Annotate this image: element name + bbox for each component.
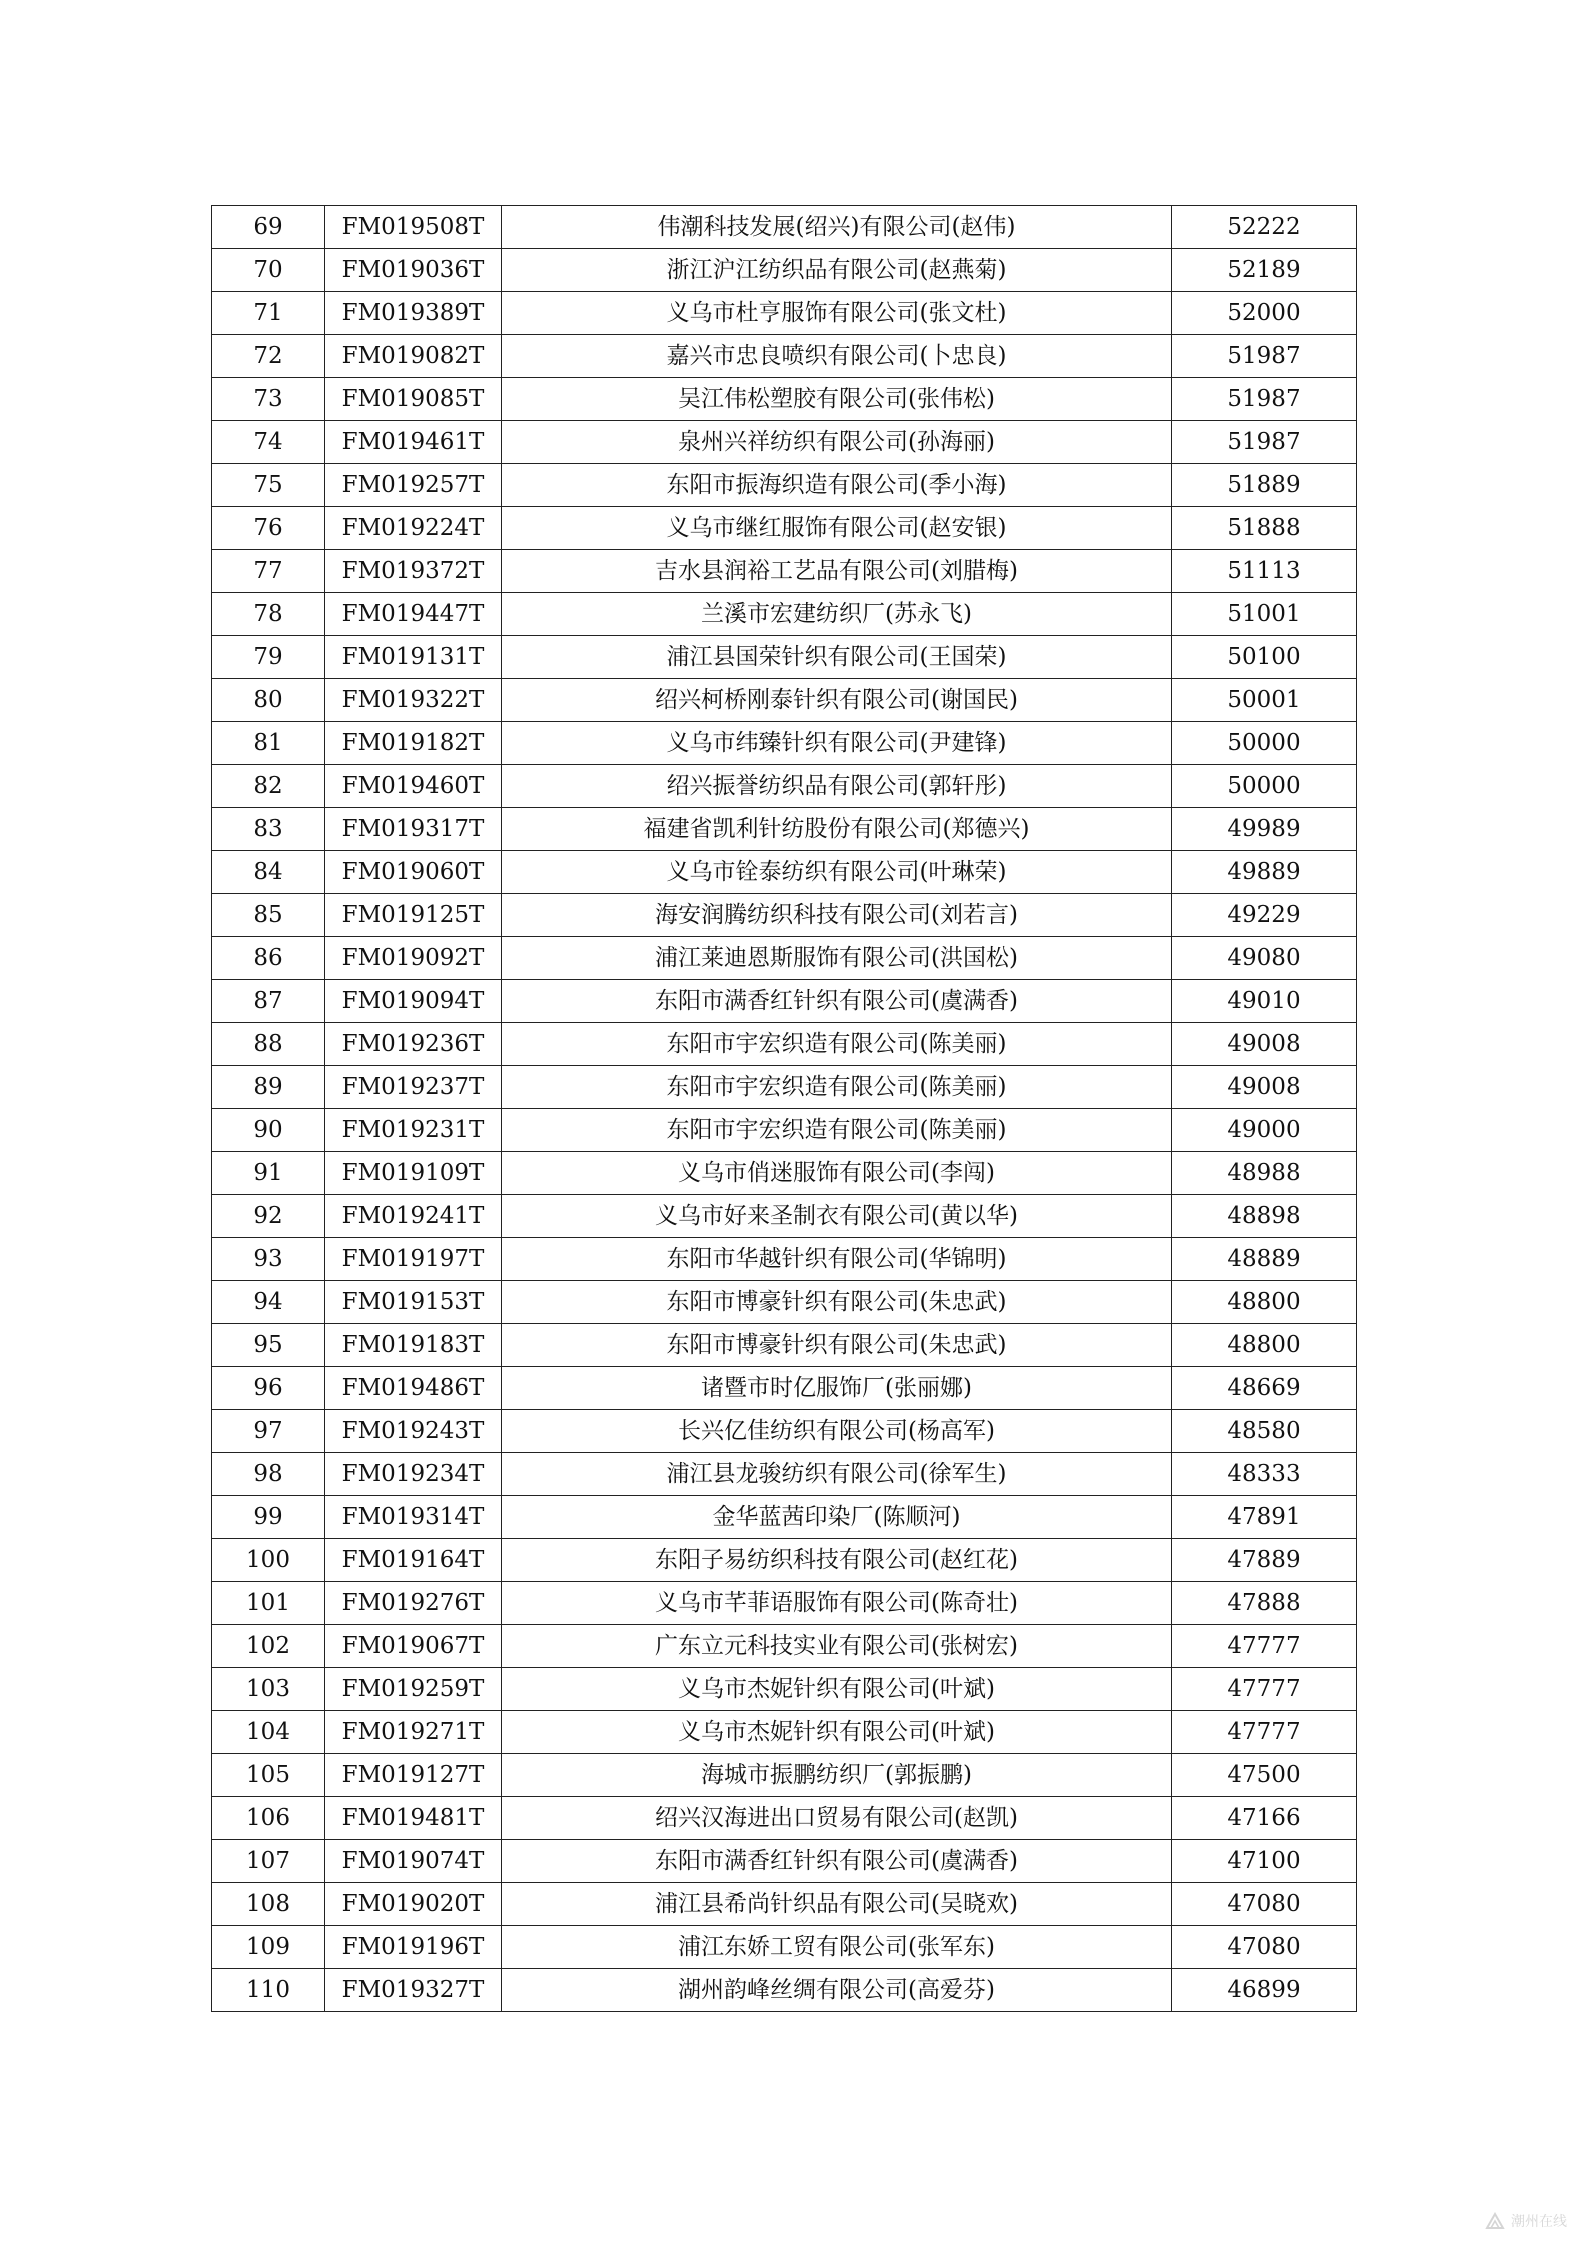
company-cell: 浙江沪江纺织品有限公司(赵燕菊) <box>502 249 1172 292</box>
company-cell: 义乌市继红服饰有限公司(赵安银) <box>502 507 1172 550</box>
code-cell: FM019067T <box>325 1625 502 1668</box>
table-row <box>212 206 1357 249</box>
rank-cell: 71 <box>212 292 325 335</box>
amount-cell: 48580 <box>1172 1410 1357 1453</box>
table-row <box>212 1195 1357 1238</box>
company-cell: 绍兴振誉纺织品有限公司(郭轩彤) <box>502 765 1172 808</box>
rank-cell: 106 <box>212 1797 325 1840</box>
amount-cell: 49989 <box>1172 808 1357 851</box>
table-row <box>212 1539 1357 1582</box>
amount-cell: 49229 <box>1172 894 1357 937</box>
company-cell: 吉水县润裕工艺品有限公司(刘腊梅) <box>502 550 1172 593</box>
company-cell: 东阳市满香红针织有限公司(虞满香) <box>502 980 1172 1023</box>
code-cell: FM019317T <box>325 808 502 851</box>
code-cell: FM019236T <box>325 1023 502 1066</box>
amount-cell: 50000 <box>1172 765 1357 808</box>
company-cell: 东阳市振海织造有限公司(季小海) <box>502 464 1172 507</box>
table-row <box>212 1496 1357 1539</box>
table-row <box>212 808 1357 851</box>
code-cell: FM019314T <box>325 1496 502 1539</box>
company-cell: 义乌市纬臻针织有限公司(尹建锋) <box>502 722 1172 765</box>
rank-cell: 82 <box>212 765 325 808</box>
amount-cell: 47080 <box>1172 1883 1357 1926</box>
rank-cell: 90 <box>212 1109 325 1152</box>
code-cell: FM019271T <box>325 1711 502 1754</box>
rank-cell: 73 <box>212 378 325 421</box>
amount-cell: 51001 <box>1172 593 1357 636</box>
table-row <box>212 378 1357 421</box>
rank-cell: 97 <box>212 1410 325 1453</box>
company-cell: 义乌市杜亨服饰有限公司(张文杜) <box>502 292 1172 335</box>
amount-cell: 52189 <box>1172 249 1357 292</box>
table-row <box>212 593 1357 636</box>
amount-cell: 47166 <box>1172 1797 1357 1840</box>
table-row <box>212 1754 1357 1797</box>
code-cell: FM019389T <box>325 292 502 335</box>
amount-cell: 47100 <box>1172 1840 1357 1883</box>
amount-cell: 49010 <box>1172 980 1357 1023</box>
amount-cell: 50001 <box>1172 679 1357 722</box>
rank-cell: 81 <box>212 722 325 765</box>
rank-cell: 76 <box>212 507 325 550</box>
table-row <box>212 1668 1357 1711</box>
company-cell: 浦江莱迪恩斯服饰有限公司(洪国松) <box>502 937 1172 980</box>
company-cell: 东阳市宇宏织造有限公司(陈美丽) <box>502 1066 1172 1109</box>
company-cell: 东阳市博豪针织有限公司(朱忠武) <box>502 1281 1172 1324</box>
company-cell: 义乌市杰妮针织有限公司(叶斌) <box>502 1668 1172 1711</box>
company-cell: 广东立元科技实业有限公司(张树宏) <box>502 1625 1172 1668</box>
code-cell: FM019164T <box>325 1539 502 1582</box>
table-row <box>212 1883 1357 1926</box>
table-row <box>212 1281 1357 1324</box>
table-row <box>212 851 1357 894</box>
code-cell: FM019094T <box>325 980 502 1023</box>
code-cell: FM019257T <box>325 464 502 507</box>
company-cell: 东阳子易纺织科技有限公司(赵红花) <box>502 1539 1172 1582</box>
code-cell: FM019131T <box>325 636 502 679</box>
code-cell: FM019237T <box>325 1066 502 1109</box>
rank-cell: 104 <box>212 1711 325 1754</box>
code-cell: FM019082T <box>325 335 502 378</box>
table-row <box>212 1023 1357 1066</box>
amount-cell: 51888 <box>1172 507 1357 550</box>
rank-cell: 79 <box>212 636 325 679</box>
table-row <box>212 1152 1357 1195</box>
rank-cell: 69 <box>212 206 325 249</box>
code-cell: FM019196T <box>325 1926 502 1969</box>
company-cell: 泉州兴祥纺织有限公司(孙海丽) <box>502 421 1172 464</box>
rank-cell: 103 <box>212 1668 325 1711</box>
table-row <box>212 1582 1357 1625</box>
company-cell: 浦江县龙骏纺织有限公司(徐军生) <box>502 1453 1172 1496</box>
table-row <box>212 1840 1357 1883</box>
amount-cell: 48889 <box>1172 1238 1357 1281</box>
table-row <box>212 765 1357 808</box>
table-row <box>212 421 1357 464</box>
amount-cell: 46899 <box>1172 1969 1357 2012</box>
amount-cell: 51987 <box>1172 335 1357 378</box>
table-row <box>212 1367 1357 1410</box>
amount-cell: 50100 <box>1172 636 1357 679</box>
company-cell: 绍兴汉海进出口贸易有限公司(赵凯) <box>502 1797 1172 1840</box>
code-cell: FM019234T <box>325 1453 502 1496</box>
rank-cell: 107 <box>212 1840 325 1883</box>
rank-cell: 88 <box>212 1023 325 1066</box>
code-cell: FM019322T <box>325 679 502 722</box>
company-cell: 吴江伟松塑胶有限公司(张伟松) <box>502 378 1172 421</box>
table-row <box>212 507 1357 550</box>
ranking-table <box>211 205 1357 2012</box>
amount-cell: 47888 <box>1172 1582 1357 1625</box>
company-cell: 金华蓝茜印染厂(陈顺河) <box>502 1496 1172 1539</box>
amount-cell: 47777 <box>1172 1625 1357 1668</box>
code-cell: FM019060T <box>325 851 502 894</box>
amount-cell: 49000 <box>1172 1109 1357 1152</box>
table-row <box>212 249 1357 292</box>
rank-cell: 74 <box>212 421 325 464</box>
code-cell: FM019327T <box>325 1969 502 2012</box>
code-cell: FM019074T <box>325 1840 502 1883</box>
rank-cell: 108 <box>212 1883 325 1926</box>
table-row <box>212 1711 1357 1754</box>
code-cell: FM019183T <box>325 1324 502 1367</box>
rank-cell: 95 <box>212 1324 325 1367</box>
code-cell: FM019153T <box>325 1281 502 1324</box>
amount-cell: 49080 <box>1172 937 1357 980</box>
code-cell: FM019231T <box>325 1109 502 1152</box>
rank-cell: 78 <box>212 593 325 636</box>
amount-cell: 51987 <box>1172 378 1357 421</box>
amount-cell: 51889 <box>1172 464 1357 507</box>
table-row <box>212 335 1357 378</box>
amount-cell: 49889 <box>1172 851 1357 894</box>
company-cell: 义乌市芊菲语服饰有限公司(陈奇壮) <box>502 1582 1172 1625</box>
amount-cell: 50000 <box>1172 722 1357 765</box>
table-row <box>212 679 1357 722</box>
company-cell: 长兴亿佳纺织有限公司(杨高军) <box>502 1410 1172 1453</box>
rank-cell: 89 <box>212 1066 325 1109</box>
company-cell: 海城市振鹏纺织厂(郭振鹏) <box>502 1754 1172 1797</box>
table-row <box>212 1324 1357 1367</box>
company-cell: 义乌市杰妮针织有限公司(叶斌) <box>502 1711 1172 1754</box>
amount-cell: 51113 <box>1172 550 1357 593</box>
amount-cell: 48988 <box>1172 1152 1357 1195</box>
amount-cell: 47891 <box>1172 1496 1357 1539</box>
code-cell: FM019092T <box>325 937 502 980</box>
company-cell: 诸暨市时亿服饰厂(张丽娜) <box>502 1367 1172 1410</box>
code-cell: FM019276T <box>325 1582 502 1625</box>
company-cell: 浦江东娇工贸有限公司(张军东) <box>502 1926 1172 1969</box>
rank-cell: 94 <box>212 1281 325 1324</box>
code-cell: FM019127T <box>325 1754 502 1797</box>
amount-cell: 52000 <box>1172 292 1357 335</box>
rank-cell: 101 <box>212 1582 325 1625</box>
code-cell: FM019109T <box>325 1152 502 1195</box>
company-cell: 东阳市宇宏织造有限公司(陈美丽) <box>502 1109 1172 1152</box>
table-row <box>212 1797 1357 1840</box>
rank-cell: 110 <box>212 1969 325 2012</box>
company-cell: 浦江县国荣针织有限公司(王国荣) <box>502 636 1172 679</box>
rank-cell: 102 <box>212 1625 325 1668</box>
company-cell: 东阳市宇宏织造有限公司(陈美丽) <box>502 1023 1172 1066</box>
rank-cell: 84 <box>212 851 325 894</box>
company-cell: 兰溪市宏建纺织厂(苏永飞) <box>502 593 1172 636</box>
rank-cell: 72 <box>212 335 325 378</box>
table-row <box>212 1453 1357 1496</box>
company-cell: 嘉兴市忠良喷织有限公司(卜忠良) <box>502 335 1172 378</box>
rank-cell: 99 <box>212 1496 325 1539</box>
company-cell: 福建省凯利针纺股份有限公司(郑德兴) <box>502 808 1172 851</box>
table-row <box>212 1926 1357 1969</box>
rank-cell: 75 <box>212 464 325 507</box>
table-row <box>212 636 1357 679</box>
company-cell: 义乌市铨泰纺织有限公司(叶琳荣) <box>502 851 1172 894</box>
code-cell: FM019182T <box>325 722 502 765</box>
rank-cell: 93 <box>212 1238 325 1281</box>
amount-cell: 48800 <box>1172 1324 1357 1367</box>
code-cell: FM019125T <box>325 894 502 937</box>
table-row <box>212 1066 1357 1109</box>
code-cell: FM019461T <box>325 421 502 464</box>
logo-icon <box>1485 2212 1505 2230</box>
company-cell: 东阳市华越针织有限公司(华锦明) <box>502 1238 1172 1281</box>
table-row <box>212 1109 1357 1152</box>
amount-cell: 49008 <box>1172 1066 1357 1109</box>
code-cell: FM019372T <box>325 550 502 593</box>
company-cell: 绍兴柯桥刚泰针织有限公司(谢国民) <box>502 679 1172 722</box>
amount-cell: 48333 <box>1172 1453 1357 1496</box>
company-cell: 东阳市满香红针织有限公司(虞满香) <box>502 1840 1172 1883</box>
company-cell: 东阳市博豪针织有限公司(朱忠武) <box>502 1324 1172 1367</box>
watermark <box>1485 2211 1567 2231</box>
rank-cell: 70 <box>212 249 325 292</box>
rank-cell: 98 <box>212 1453 325 1496</box>
rank-cell: 80 <box>212 679 325 722</box>
amount-cell: 47777 <box>1172 1711 1357 1754</box>
code-cell: FM019085T <box>325 378 502 421</box>
table-row <box>212 1410 1357 1453</box>
code-cell: FM019243T <box>325 1410 502 1453</box>
amount-cell: 48800 <box>1172 1281 1357 1324</box>
code-cell: FM019020T <box>325 1883 502 1926</box>
amount-cell: 47080 <box>1172 1926 1357 1969</box>
table-row <box>212 550 1357 593</box>
company-cell: 海安润腾纺织科技有限公司(刘若言) <box>502 894 1172 937</box>
table-row <box>212 1238 1357 1281</box>
rank-cell: 86 <box>212 937 325 980</box>
amount-cell: 52222 <box>1172 206 1357 249</box>
code-cell: FM019486T <box>325 1367 502 1410</box>
rank-cell: 100 <box>212 1539 325 1582</box>
table-row <box>212 1969 1357 2012</box>
rank-cell: 92 <box>212 1195 325 1238</box>
table-row <box>212 464 1357 507</box>
watermark-text: 潮州在线 <box>1511 2214 1567 2230</box>
amount-cell: 47777 <box>1172 1668 1357 1711</box>
table-row <box>212 292 1357 335</box>
table-row <box>212 937 1357 980</box>
company-cell: 义乌市好来圣制衣有限公司(黄以华) <box>502 1195 1172 1238</box>
code-cell: FM019259T <box>325 1668 502 1711</box>
rank-cell: 109 <box>212 1926 325 1969</box>
amount-cell: 48898 <box>1172 1195 1357 1238</box>
amount-cell: 47889 <box>1172 1539 1357 1582</box>
amount-cell: 47500 <box>1172 1754 1357 1797</box>
amount-cell: 51987 <box>1172 421 1357 464</box>
table-row <box>212 722 1357 765</box>
company-cell: 义乌市俏迷服饰有限公司(李闯) <box>502 1152 1172 1195</box>
table-row <box>212 894 1357 937</box>
rank-cell: 96 <box>212 1367 325 1410</box>
code-cell: FM019197T <box>325 1238 502 1281</box>
rank-cell: 77 <box>212 550 325 593</box>
code-cell: FM019460T <box>325 765 502 808</box>
code-cell: FM019508T <box>325 206 502 249</box>
code-cell: FM019241T <box>325 1195 502 1238</box>
company-cell: 伟潮科技发展(绍兴)有限公司(赵伟) <box>502 206 1172 249</box>
table-row <box>212 980 1357 1023</box>
rank-cell: 87 <box>212 980 325 1023</box>
amount-cell: 48669 <box>1172 1367 1357 1410</box>
rank-cell: 83 <box>212 808 325 851</box>
rank-cell: 85 <box>212 894 325 937</box>
amount-cell: 49008 <box>1172 1023 1357 1066</box>
company-cell: 湖州韵峰丝绸有限公司(高爱芬) <box>502 1969 1172 2012</box>
code-cell: FM019036T <box>325 249 502 292</box>
rank-cell: 105 <box>212 1754 325 1797</box>
code-cell: FM019481T <box>325 1797 502 1840</box>
rank-cell: 91 <box>212 1152 325 1195</box>
table-row <box>212 1625 1357 1668</box>
table-body <box>212 206 1357 2012</box>
code-cell: FM019447T <box>325 593 502 636</box>
code-cell: FM019224T <box>325 507 502 550</box>
company-cell: 浦江县希尚针织品有限公司(吴晓欢) <box>502 1883 1172 1926</box>
